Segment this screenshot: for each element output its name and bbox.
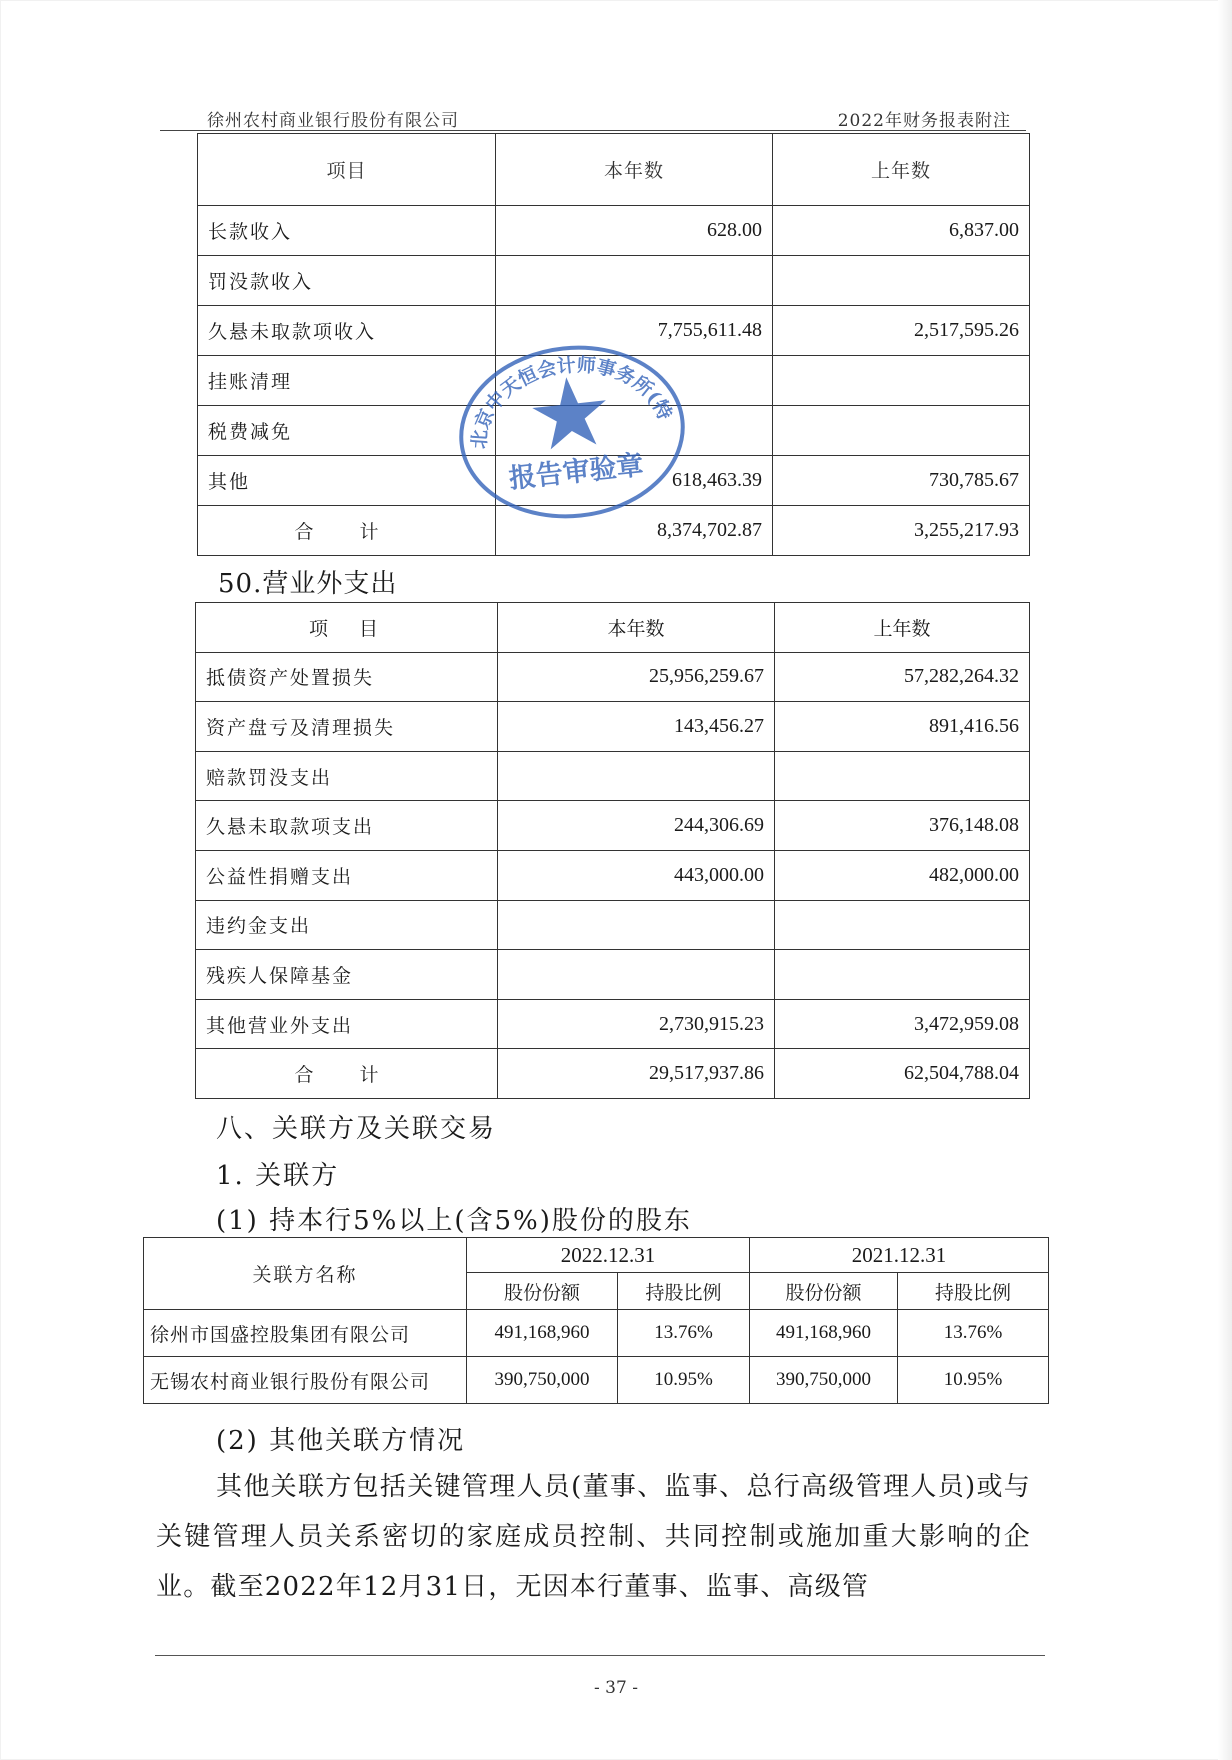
row-label: 其他	[198, 456, 496, 506]
row-label: 税费减免	[198, 406, 496, 456]
table-row	[196, 999, 1030, 1049]
subsection-other-related-parties: (2) 其他关联方情况	[216, 1426, 466, 1456]
seal-center-text: 报告审验章	[507, 449, 645, 495]
total-prior: 62,504,788.04	[775, 1049, 1030, 1099]
shareholder-name: 无锡农村商业银行股份有限公司	[144, 1357, 467, 1404]
ratio-2021: 13.76%	[898, 1310, 1049, 1357]
prior-value: 730,785.67	[773, 456, 1030, 506]
column-header: 项 目	[196, 603, 498, 653]
ratio-header: 持股比例	[618, 1273, 750, 1310]
footer-rule	[155, 1655, 1045, 1656]
row-label: 公益性捐赠支出	[196, 850, 498, 900]
total-row	[196, 1049, 1030, 1099]
page-number: - 37 -	[594, 1678, 638, 1698]
row-label: 长款收入	[198, 206, 496, 256]
current-value	[498, 900, 775, 950]
row-label: 罚没款收入	[198, 256, 496, 306]
total-label: 合 计	[198, 506, 496, 556]
shares-header: 股份份额	[467, 1273, 618, 1310]
shares-2022: 491,168,960	[467, 1310, 618, 1357]
table-row	[196, 751, 1030, 801]
total-current: 29,517,937.86	[498, 1049, 775, 1099]
current-value: 244,306.69	[498, 801, 775, 851]
prior-value: 57,282,264.32	[775, 652, 1030, 702]
row-label: 挂账清理	[198, 356, 496, 406]
table-row	[198, 206, 1030, 256]
column-header: 本年数	[498, 603, 775, 653]
shareholder-table	[143, 1237, 1049, 1404]
row-label: 残疾人保障基金	[196, 950, 498, 1000]
header-doc-title: 2022年财务报表附注	[837, 111, 1011, 131]
current-value: 2,730,915.23	[498, 999, 775, 1049]
column-header: 上年数	[775, 603, 1030, 653]
table-row	[196, 801, 1030, 851]
prior-value: 376,148.08	[775, 801, 1030, 851]
table-header-row	[198, 134, 1030, 206]
row-label: 久悬未取款项支出	[196, 801, 498, 851]
prior-value	[773, 406, 1030, 456]
shareholder-name: 徐州市国盛控股集团有限公司	[144, 1310, 467, 1357]
ratio-header: 持股比例	[898, 1273, 1049, 1310]
non-operating-expense-table	[195, 602, 1030, 1099]
current-value: 143,456.27	[498, 702, 775, 752]
table-row	[196, 702, 1030, 752]
table-row	[144, 1310, 1049, 1357]
table-header-row	[144, 1238, 1049, 1273]
subsection-related-parties: 1. 关联方	[216, 1161, 340, 1191]
prior-value: 2,517,595.26	[773, 306, 1030, 356]
table-row	[196, 850, 1030, 900]
prior-value	[775, 900, 1030, 950]
ratio-2022: 13.76%	[618, 1310, 750, 1357]
period-header-2022: 2022.12.31	[467, 1238, 750, 1273]
audit-seal	[455, 337, 690, 522]
prior-value	[775, 950, 1030, 1000]
section-8-title: 八、关联方及关联交易	[216, 1114, 497, 1144]
table-header-row	[196, 603, 1030, 653]
shares-2022: 390,750,000	[467, 1357, 618, 1404]
row-label: 资产盘亏及清理损失	[196, 702, 498, 752]
section-50-title: 50.营业外支出	[218, 569, 398, 599]
current-value: 618,463.39	[496, 456, 773, 506]
table-row	[196, 900, 1030, 950]
current-value	[498, 950, 775, 1000]
current-value	[496, 256, 773, 306]
page-edge-shadow	[1218, 0, 1232, 1760]
seal-ring-text: 北京中天恒会计师事务所(特殊普通合伙)江苏分所	[468, 354, 676, 450]
total-prior: 3,255,217.93	[773, 506, 1030, 556]
current-value: 443,000.00	[498, 850, 775, 900]
header-company: 徐州农村商业银行股份有限公司	[207, 111, 459, 131]
ratio-2021: 10.95%	[898, 1357, 1049, 1404]
column-header: 上年数	[773, 134, 1030, 206]
total-current: 8,374,702.87	[496, 506, 773, 556]
prior-value: 482,000.00	[775, 850, 1030, 900]
row-label: 赔款罚没支出	[196, 751, 498, 801]
row-label: 其他营业外支出	[196, 999, 498, 1049]
name-header: 关联方名称	[144, 1238, 467, 1310]
prior-value: 3,472,959.08	[775, 999, 1030, 1049]
header-rule	[160, 130, 1026, 131]
column-header: 本年数	[496, 134, 773, 206]
table-row	[196, 950, 1030, 1000]
prior-value	[773, 256, 1030, 306]
row-label: 违约金支出	[196, 900, 498, 950]
row-label: 久悬未取款项收入	[198, 306, 496, 356]
shares-header: 股份份额	[750, 1273, 898, 1310]
table-row	[144, 1357, 1049, 1404]
prior-value	[775, 751, 1030, 801]
table-row	[198, 256, 1030, 306]
ratio-2022: 10.95%	[618, 1357, 750, 1404]
table-row	[196, 652, 1030, 702]
current-value: 628.00	[496, 206, 773, 256]
prior-value	[773, 356, 1030, 406]
period-header-2021: 2021.12.31	[750, 1238, 1049, 1273]
current-value: 25,956,259.67	[498, 652, 775, 702]
current-value	[498, 751, 775, 801]
column-header: 项目	[198, 134, 496, 206]
prior-value: 6,837.00	[773, 206, 1030, 256]
total-label: 合 计	[196, 1049, 498, 1099]
prior-value: 891,416.56	[775, 702, 1030, 752]
shares-2021: 390,750,000	[750, 1357, 898, 1404]
subsection-major-shareholders: (1) 持本行5%以上(含5%)股份的股东	[216, 1206, 692, 1236]
row-label: 抵债资产处置损失	[196, 652, 498, 702]
current-value: 7,755,611.48	[496, 306, 773, 356]
body-paragraph: 其他关联方包括关键管理人员(董事、监事、总行高级管理人员)或与关键管理人员关系密切的家庭成员控制、共同控制或施加重大影响的企业。截至2022年12月31日，无因本行董事、监事、高级管	[156, 1472, 1031, 1602]
shares-2021: 491,168,960	[750, 1310, 898, 1357]
